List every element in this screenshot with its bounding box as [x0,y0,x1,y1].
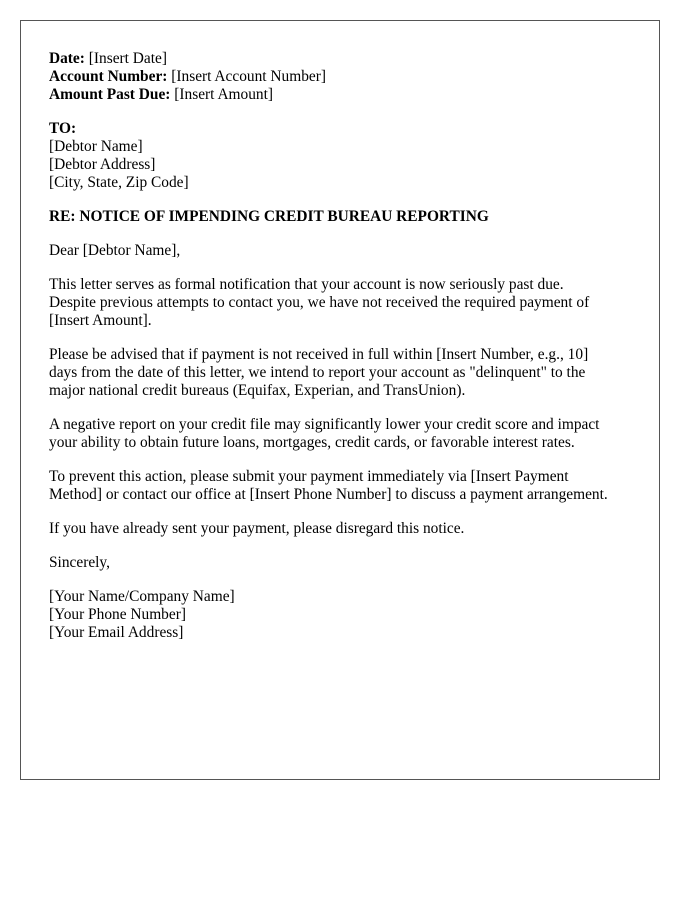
paragraph-credit-impact [49,416,631,452]
paragraph-reporting-warning [49,346,631,400]
date-label: Date: [49,50,85,67]
paragraph-line: Despite previous attempts to contact you, we have not received the required payment of [49,294,590,311]
letter-page [20,20,660,780]
date-line [49,50,631,68]
letter-header [49,50,631,104]
sender-name: [Your Name/Company Name] [49,588,235,605]
amount-past-due-line [49,86,631,104]
paragraph-line: days from the date of this letter, we intend to report your account as "delinquent" to the [49,364,586,381]
to-label: TO: [49,120,77,137]
account-number-value: [Insert Account Number] [171,68,326,85]
paragraph-past-due [49,276,631,330]
sender-phone: [Your Phone Number] [49,606,186,623]
paragraph-line: To prevent this action, please submit your payment immediately via [Insert Payment [49,468,569,485]
paragraph-line: major national credit bureaus (Equifax, Experian, and TransUnion). [49,382,466,399]
amount-past-due-value: [Insert Amount] [174,86,274,103]
paragraph-disregard [49,520,631,538]
debtor-city-state-zip: [City, State, Zip Code] [49,174,189,191]
paragraph-line: If you have already sent your payment, please disregard this notice. [49,520,465,537]
paragraph-line: Method] or contact our office at [Insert Phone Number] to discuss a payment arrangement. [49,486,608,503]
paragraph-line: This letter serves as formal notification that your account is now seriously past due. [49,276,564,293]
sender-email: [Your Email Address] [49,624,184,641]
paragraph-line: Please be advised that if payment is not received in full within [Insert Number, e.g., 10] [49,346,589,363]
debtor-address: [Debtor Address] [49,156,156,173]
recipient-block [49,120,631,192]
date-value: [Insert Date] [88,50,167,67]
paragraph-line: your ability to obtain future loans, mortgages, credit cards, or favorable interest rates. [49,434,575,451]
amount-past-due-label: Amount Past Due: [49,86,171,103]
paragraph-payment-instructions [49,468,631,504]
account-number-label: Account Number: [49,68,168,85]
paragraph-line: [Insert Amount]. [49,312,152,329]
debtor-name: [Debtor Name] [49,138,143,155]
account-number-line [49,68,631,86]
paragraph-line: A negative report on your credit file may significantly lower your credit score and impact [49,416,600,433]
salutation: Dear [Debtor Name], [49,242,181,259]
signature-block [49,588,631,642]
closing: Sincerely, [49,554,110,571]
subject-line: RE: NOTICE OF IMPENDING CREDIT BUREAU REPORTING [49,208,489,225]
